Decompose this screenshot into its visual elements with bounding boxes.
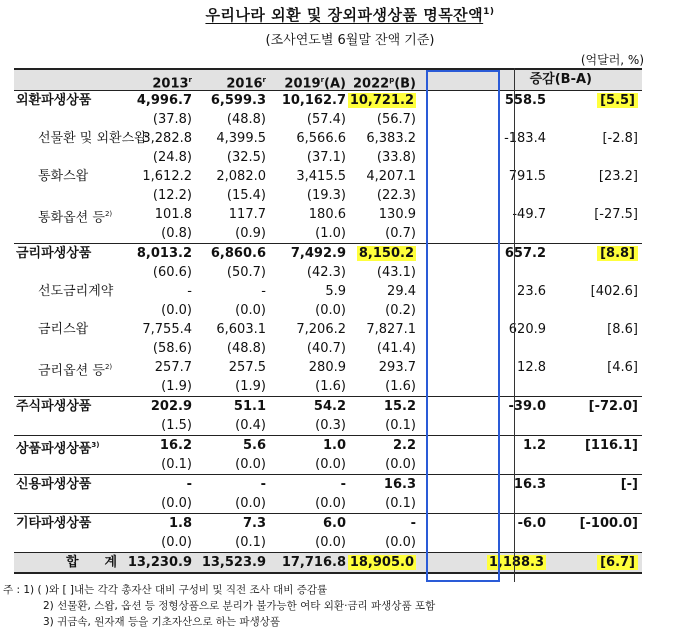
cell-v1: (0.1): [161, 457, 192, 472]
table-row: [14, 186, 642, 205]
cell-v3: -: [340, 477, 346, 492]
cell-v2: -: [261, 284, 266, 299]
cell-v5: -183.4: [504, 131, 546, 146]
cell-v6: [-2.8]: [602, 131, 638, 146]
cell-v4: 4,207.1: [366, 169, 416, 184]
table-row: [14, 474, 642, 494]
cell-v4: (43.1): [376, 265, 416, 280]
cell-v5: 791.5: [508, 169, 546, 184]
row-label: 금리옵션 등$^{2)}$: [38, 363, 113, 379]
cell-v3: 5.9: [325, 284, 346, 299]
header-2019: 2019$^r$(A): [284, 76, 346, 92]
cell-v2: 6,603.1: [216, 322, 266, 337]
footnote-2: 2) 선물환, 스왑, 옵션 등 정형상품으로 분리가 불가능한 여타 외환·금리 파생상품 포함: [43, 600, 436, 612]
cell-v4: -: [410, 516, 416, 531]
table-row: [14, 435, 642, 455]
table-row: [14, 416, 642, 435]
cell-v2: 6,599.3: [210, 93, 266, 108]
cell-v1: 13,230.9: [127, 555, 192, 570]
table-row: [14, 301, 642, 320]
table-row: [14, 110, 642, 129]
cell-v3: 6.0: [322, 516, 346, 531]
cell-v1: 3,282.8: [142, 131, 192, 146]
table-row: [14, 148, 642, 167]
cell-v2: 2,082.0: [216, 169, 266, 184]
cell-v5: 16.3: [513, 477, 546, 492]
table-row: [14, 494, 642, 513]
cell-v2: (0.0): [235, 457, 266, 472]
cell-v2: (0.0): [235, 496, 266, 511]
cell-v4: (33.8): [376, 150, 416, 165]
cell-v2: 4,399.5: [216, 131, 266, 146]
cell-v5: -6.0: [517, 516, 546, 531]
cell-v4: 130.9: [378, 207, 416, 222]
cell-v3: (40.7): [306, 341, 346, 356]
cell-v1: (0.0): [161, 535, 192, 550]
cell-v3: (1.0): [315, 226, 346, 241]
cell-v6: [-100.0]: [579, 516, 638, 531]
cell-v6: [4.6]: [607, 360, 638, 375]
cell-v2: 13,523.9: [201, 555, 266, 570]
table-header: [14, 68, 642, 91]
cell-v1: 257.7: [154, 360, 192, 375]
table-row: [14, 513, 642, 533]
cell-v3: 54.2: [313, 399, 346, 414]
row-label: 통화옵션 등$^{2)}$: [38, 210, 113, 226]
cell-v4: 293.7: [378, 360, 416, 375]
cell-v1: 4,996.7: [136, 93, 192, 108]
cell-v1: 1.8: [168, 516, 192, 531]
cell-v5: 1,188.3: [488, 555, 544, 570]
cell-v5: -39.0: [508, 399, 546, 414]
unit-label: (억달러, %): [580, 53, 644, 67]
cell-v3: (0.0): [315, 457, 346, 472]
table-row: [14, 377, 642, 396]
cell-v2: (32.5): [226, 150, 266, 165]
cell-v4: (0.7): [385, 226, 416, 241]
table-row: [14, 533, 642, 552]
row-label: 신용파생상품: [16, 477, 92, 492]
cell-v4: (0.0): [385, 535, 416, 550]
cell-v4: (22.3): [376, 188, 416, 203]
cell-v2: 5.6: [242, 438, 266, 453]
column-2022-outline: [426, 70, 500, 582]
cell-v1: (60.6): [152, 265, 192, 280]
cell-v2: (0.4): [235, 418, 266, 433]
cell-v2: (50.7): [226, 265, 266, 280]
cell-v2: 257.5: [228, 360, 266, 375]
cell-v3: (0.0): [315, 496, 346, 511]
cell-v3: (0.0): [315, 303, 346, 318]
cell-v3: 17,716.8: [281, 555, 346, 570]
cell-v4: 18,905.0: [349, 555, 414, 570]
cell-v4: (0.1): [385, 418, 416, 433]
cell-v4: (1.6): [385, 379, 416, 394]
cell-v4: 2.2: [392, 438, 416, 453]
row-label: 금리스왑: [38, 322, 89, 337]
row-label: 선물환 및 외환스왑: [38, 131, 147, 146]
table-row: [14, 396, 642, 416]
cell-v6: [8.8]: [597, 244, 638, 263]
header-2016: 2016$^r$: [226, 76, 266, 92]
cell-v1: (12.2): [152, 188, 192, 203]
cell-v3: 3,415.5: [296, 169, 346, 184]
cell-v6: [-27.5]: [594, 207, 638, 222]
cell-v5: 657.2: [504, 246, 546, 261]
cell-v4: 29.4: [387, 284, 416, 299]
cell-v3: (37.1): [306, 150, 346, 165]
data-table: [14, 68, 642, 574]
cell-v1: (58.6): [152, 341, 192, 356]
cell-v6: [402.6]: [590, 284, 638, 299]
row-label: 선도금리계약: [38, 284, 114, 299]
cell-v1: (24.8): [152, 150, 192, 165]
cell-v4: 15.2: [383, 399, 416, 414]
cell-v4: (0.2): [385, 303, 416, 318]
cell-v6: [-72.0]: [588, 399, 638, 414]
footnote-1: 주 : 1) ( )와 [ ]내는 각각 총자산 대비 구성비 및 직전 조사 대비 증감률: [3, 584, 328, 596]
cell-v1: -: [186, 477, 192, 492]
cell-v3: 6,566.6: [296, 131, 346, 146]
table-row: [14, 224, 642, 243]
row-label: 기타파생상품: [16, 516, 92, 531]
cell-v3: 1.0: [322, 438, 346, 453]
cell-v2: (48.8): [226, 341, 266, 356]
cell-v1: 16.2: [159, 438, 192, 453]
cell-v2: (48.8): [226, 112, 266, 127]
cell-v6: [8.6]: [607, 322, 638, 337]
cell-v1: (1.5): [161, 418, 192, 433]
row-label: 주식파생상품: [16, 399, 92, 414]
table-row: [14, 91, 642, 110]
cell-v1: (0.0): [161, 496, 192, 511]
cell-v1: 7,755.4: [142, 322, 192, 337]
cell-v4: (56.7): [376, 112, 416, 127]
cell-v5: 12.8: [517, 360, 546, 375]
cell-v5: -49.7: [512, 207, 546, 222]
cell-v1: 202.9: [150, 399, 192, 414]
cell-v2: 117.7: [228, 207, 266, 222]
table-row: [14, 455, 642, 474]
cell-v6: [6.7]: [597, 553, 638, 572]
table-title: [0, 4, 700, 25]
cell-v6: [116.1]: [584, 438, 638, 453]
cell-v5: 1.2: [522, 438, 546, 453]
cell-v2: 7.3: [242, 516, 266, 531]
cell-v4: 7,827.1: [366, 322, 416, 337]
cell-v4: 6,383.2: [366, 131, 416, 146]
cell-v3: 280.9: [308, 360, 346, 375]
table-row: [14, 282, 642, 301]
cell-v4: (0.1): [385, 496, 416, 511]
table-row: [14, 243, 642, 263]
row-label: 통화스왑: [38, 169, 89, 184]
cell-v1: (0.0): [161, 303, 192, 318]
cell-v2: (0.1): [235, 535, 266, 550]
cell-v3: (1.6): [315, 379, 346, 394]
row-label: 금리파생상품: [16, 246, 92, 261]
cell-v5: 558.5: [504, 93, 546, 108]
cell-v1: 8,013.2: [136, 246, 192, 261]
table-subtitle: (조사연도별 6월말 잔액 기준): [265, 33, 435, 48]
column-divider: [514, 68, 515, 582]
cell-v2: (0.9): [235, 226, 266, 241]
cell-v1: (1.9): [161, 379, 192, 394]
footnotes: [3, 582, 435, 630]
cell-v3: (19.3): [306, 188, 346, 203]
cell-v3: 7,492.9: [290, 246, 346, 261]
table-row: [14, 358, 642, 377]
header-2013: 2013$^r$: [152, 76, 192, 92]
cell-v3: (42.3): [306, 265, 346, 280]
table-row: [14, 320, 642, 339]
table-row: [14, 205, 642, 224]
cell-v2: 6,860.6: [210, 246, 266, 261]
cell-v3: 180.6: [308, 207, 346, 222]
header-2022: 2022$^p$(B): [353, 76, 416, 92]
cell-v3: 10,162.7: [281, 93, 346, 108]
cell-v2: (1.9): [235, 379, 266, 394]
cell-v4: 8,150.2: [358, 246, 414, 261]
cell-v6: [5.5]: [597, 91, 638, 110]
cell-v3: (0.0): [315, 535, 346, 550]
cell-v2: (0.0): [235, 303, 266, 318]
cell-v2: 51.1: [233, 399, 266, 414]
table-row: [14, 129, 642, 148]
cell-v5: 23.6: [517, 284, 546, 299]
row-label: 외환파생상품: [16, 93, 92, 108]
row-label: 상품파생상품$^{3)}$: [16, 441, 100, 457]
cell-v1: (37.8): [152, 112, 192, 127]
cell-v1: 101.8: [154, 207, 192, 222]
title-text: 우리나라 외환 및 장외파생상품 명목잔액: [205, 6, 484, 24]
total-label: 합계: [66, 555, 144, 570]
cell-v3: 7,206.2: [296, 322, 346, 337]
cell-v5: 620.9: [508, 322, 546, 337]
title-footnote-mark: 1): [483, 7, 495, 17]
cell-v3: (0.3): [315, 418, 346, 433]
footnote-3: 3) 귀금속, 원자재 등을 기초자산으로 하는 파생상품: [43, 616, 280, 628]
cell-v4: (41.4): [376, 341, 416, 356]
total-row: [14, 552, 642, 574]
cell-v4: 16.3: [383, 477, 416, 492]
cell-v2: (15.4): [226, 188, 266, 203]
header-change: 증감(B-A): [529, 72, 592, 87]
cell-v1: (0.8): [161, 226, 192, 241]
cell-v1: 1,612.2: [142, 169, 192, 184]
cell-v2: -: [260, 477, 266, 492]
cell-v3: (57.4): [306, 112, 346, 127]
cell-v6: [23.2]: [598, 169, 638, 184]
cell-v6: [-]: [620, 477, 638, 492]
cell-v4: (0.0): [385, 457, 416, 472]
table-row: [14, 339, 642, 358]
cell-v4: 10,721.2: [349, 93, 414, 108]
table-row: [14, 167, 642, 186]
table-body: [14, 91, 642, 552]
cell-v1: -: [187, 284, 192, 299]
table-row: [14, 263, 642, 282]
